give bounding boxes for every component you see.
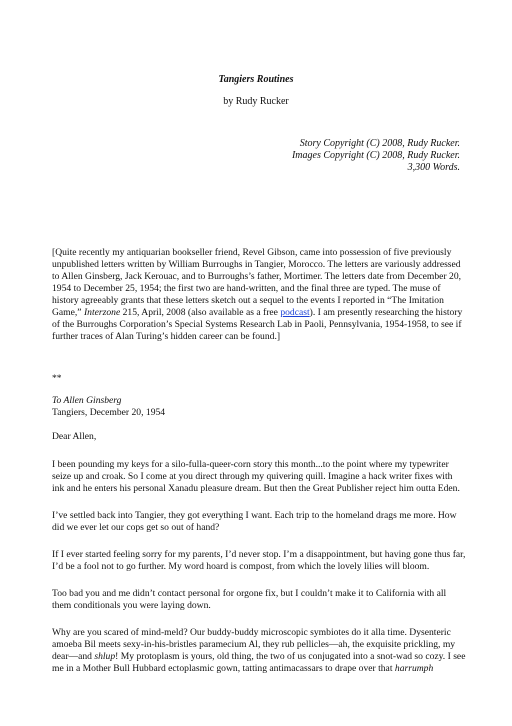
paragraph-text: I been pounding my keys for a silo-fulla-queer-corn story this month...to the point where my typewriter seize up and croak. So I come at you direct through my quivering quill. Imagine a hack writer fixes with ink and he enters his personal Xanadu pleasure dream. But then the Great Publisher reject him outta Eden. <box>52 459 460 494</box>
letter-recipient: To Allen Ginsberg <box>52 395 122 406</box>
paragraph-text: Why are you scared of mind-meld? Our buddy-buddy microscopic symbiotes do it alla time. Dysenteric amoeba Bil meets sexy-in-his-bristles paramecium Al, they rub pellicles—ah, the exquisite prickling, my dear—and <box>52 627 456 662</box>
letter-paragraph-2 <box>52 510 466 534</box>
paragraph-text: Too bad you and me didn’t contact personal for orgone fix, but I couldn’t make it to California with all them conditionals you were laying down. <box>52 588 447 611</box>
letter-paragraph-5 <box>52 627 466 675</box>
story-title: Tangiers Routines <box>218 74 294 85</box>
word-count: 3,300 Words. <box>407 162 460 173</box>
paragraph-text: ! My protoplasm is yours, old thing, the two of us conjugated into a snot-wad so cozy. I see me in a Mother Bull Hubbard ectoplasmic gown, tatting antimacassars to drape over that <box>52 651 466 674</box>
emphasis-harrumph: harrumph <box>394 663 434 674</box>
paragraph-text: If I ever started feeling sorry for my parents, I’d never stop. I’m a disappointment, but having gone thus far, I’d be a fool not to go further. My word hoard is compost, from which the lovely lilies will bloom. <box>52 549 466 572</box>
letter-paragraph-4 <box>52 588 466 612</box>
copyright-block <box>292 138 460 174</box>
letter-paragraph-3 <box>52 549 466 573</box>
author-byline: by Rudy Rucker <box>223 96 289 107</box>
emphasis-shlup: shlup <box>94 651 116 662</box>
magazine-name: Interzone <box>83 307 121 318</box>
letter-salutation: Dear Allen, <box>52 431 97 442</box>
podcast-link[interactable]: podcast <box>280 307 310 318</box>
intro-text-2: 215, April, 2008 (also available as a free <box>120 307 281 318</box>
intro-paragraph <box>52 247 466 343</box>
paragraph-text: I’ve settled back into Tangier, they got everything I want. Each trip to the homeland drags me more. How did we ever let our cops get so out of hand? <box>52 510 457 533</box>
intro-text-3: ). I am presently researching the history of the Burroughs Corporation’s Special Systems Research Lab in Paoli, Pennsylvania, 1954-1958, to see if further traces of Alan Turing’s hidden career can be found.] <box>52 307 463 342</box>
intro-text-1: [Quite recently my antiquarian bookseller friend, Revel Gibson, came into possession of five previously unpublished letters written by William Burroughs in Tangier, Morocco. The letters are variously addressed to Allen Ginsberg, Jack Kerouac, and to Burroughs’s father, Mortimer. The letters date from December 20, 1954 to December 25, 1954; the first two are hand-written, and the final three are typed. The muse of history agreeably grants that these letters sketch out a sequel to the events I reported in “The Imitation Game,” <box>52 247 462 318</box>
section-separator: ** <box>52 373 62 384</box>
letter-place-date: Tangiers, December 20, 1954 <box>52 407 166 418</box>
letter-paragraph-1 <box>52 459 466 495</box>
story-copyright: Story Copyright (C) 2008, Rudy Rucker. <box>299 138 460 149</box>
images-copyright: Images Copyright (C) 2008, Rudy Rucker. <box>291 150 460 161</box>
